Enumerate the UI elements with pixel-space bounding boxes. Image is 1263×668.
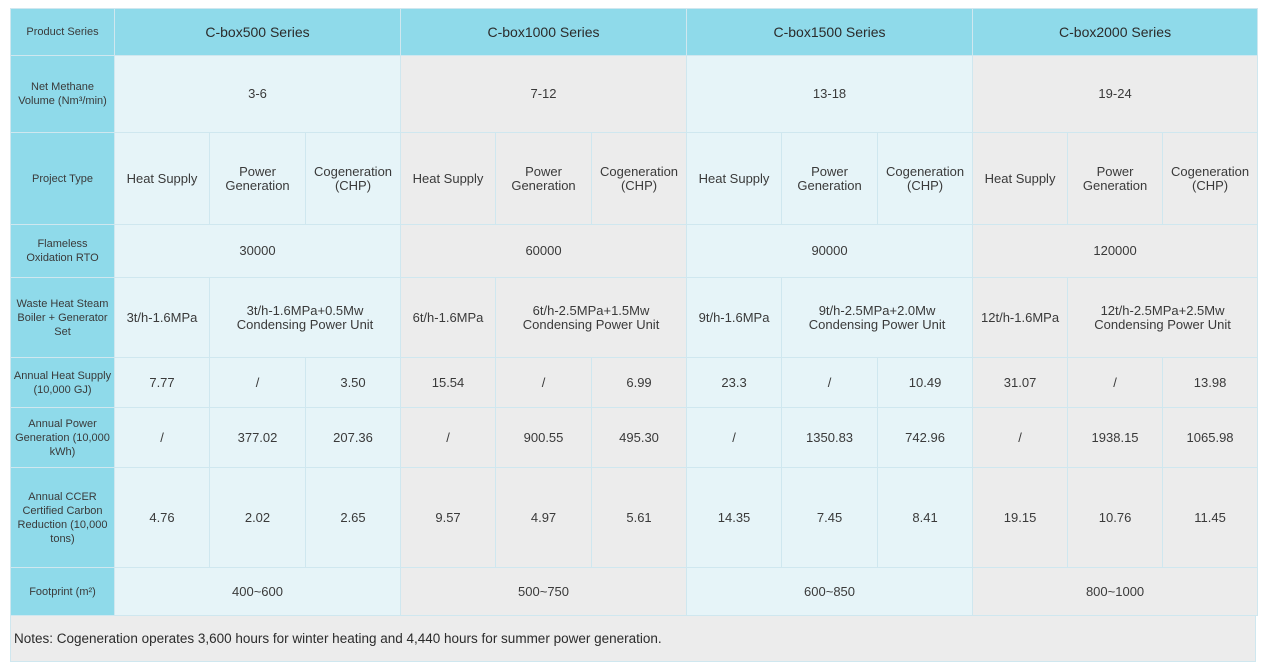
table-cell: / [210,358,306,408]
table-cell: 31.07 [973,358,1068,408]
table-cell: 6t/h-1.6MPa [401,278,496,358]
table-cell: 3t/h-1.6MPa [115,278,210,358]
table-cell: 13.98 [1163,358,1258,408]
table-cell: Heat Supply [973,133,1068,225]
table-cell: 500~750 [401,568,687,616]
row-label: Annual Heat Supply (10,000 GJ) [11,358,115,408]
table-cell: 11.45 [1163,468,1258,568]
table-cell: 8.41 [878,468,973,568]
header-series: C-box500 Series [115,9,401,56]
table-cell: Power Generation [1068,133,1163,225]
table-cell: 377.02 [210,408,306,468]
table-cell: 1938.15 [1068,408,1163,468]
table-cell: 6t/h-2.5MPa+1.5Mw Condensing Power Unit [496,278,687,358]
table-cell: 6.99 [592,358,687,408]
table-cell: 3.50 [306,358,401,408]
notes-text: Notes: Cogeneration operates 3,600 hours for winter heating and 4,440 hours for summer power generation. [10,616,1256,662]
table-row [11,568,1258,616]
table-cell: Cogeneration (CHP) [306,133,401,225]
table-cell: 3t/h-1.6MPa+0.5Mw Condensing Power Unit [210,278,401,358]
table-row [11,278,1258,358]
header-series: C-box2000 Series [973,9,1258,56]
table-cell: 9t/h-2.5MPa+2.0Mw Condensing Power Unit [782,278,973,358]
table-cell: 7.45 [782,468,878,568]
table-cell: 14.35 [687,468,782,568]
row-label: Footprint (m²) [11,568,115,616]
table-row [11,225,1258,278]
table-cell: 600~850 [687,568,973,616]
table-cell: 10.76 [1068,468,1163,568]
table-cell: 15.54 [401,358,496,408]
table-row [11,408,1258,468]
header-series: C-box1500 Series [687,9,973,56]
table-cell: 10.49 [878,358,973,408]
table-cell: 19-24 [973,56,1258,133]
table-cell: 90000 [687,225,973,278]
table-cell: 12t/h-2.5MPa+2.5Mw Condensing Power Unit [1068,278,1258,358]
table-row [11,56,1258,133]
table-cell: 7-12 [401,56,687,133]
table-cell: Cogeneration (CHP) [878,133,973,225]
table-cell: 3-6 [115,56,401,133]
table-cell: Power Generation [496,133,592,225]
table-cell: / [687,408,782,468]
header-product-series: Product Series [11,9,115,56]
table-cell: / [1068,358,1163,408]
table-cell: 495.30 [592,408,687,468]
row-label: Project Type [11,133,115,225]
row-label: Net Methane Volume (Nm³/min) [11,56,115,133]
table-cell: Heat Supply [401,133,496,225]
row-label: Annual CCER Certified Carbon Reduction (10,000 tons) [11,468,115,568]
table-cell: 800~1000 [973,568,1258,616]
table-cell: 12t/h-1.6MPa [973,278,1068,358]
table-cell: / [782,358,878,408]
table-cell: Cogeneration (CHP) [1163,133,1258,225]
table-cell: 19.15 [973,468,1068,568]
table-cell: Power Generation [782,133,878,225]
table-cell: 4.76 [115,468,210,568]
row-label: Waste Heat Steam Boiler + Generator Set [11,278,115,358]
header-series: C-box1000 Series [401,9,687,56]
table-cell: 1350.83 [782,408,878,468]
table-cell: 9.57 [401,468,496,568]
table-cell: 742.96 [878,408,973,468]
table-cell: 207.36 [306,408,401,468]
header-row [11,9,1258,56]
table-cell: 23.3 [687,358,782,408]
row-label: Flameless Oxidation RTO [11,225,115,278]
spec-table-container [10,8,1256,662]
table-cell: 9t/h-1.6MPa [687,278,782,358]
table-cell: Cogeneration (CHP) [592,133,687,225]
table-cell: 900.55 [496,408,592,468]
table-cell: 5.61 [592,468,687,568]
table-row [11,468,1258,568]
table-cell: Heat Supply [115,133,210,225]
table-cell: 120000 [973,225,1258,278]
table-cell: / [115,408,210,468]
row-label: Annual Power Generation (10,000 kWh) [11,408,115,468]
table-cell: / [401,408,496,468]
table-cell: 7.77 [115,358,210,408]
table-cell: 30000 [115,225,401,278]
table-cell: 400~600 [115,568,401,616]
table-cell: 13-18 [687,56,973,133]
table-cell: 2.65 [306,468,401,568]
table-cell: 1065.98 [1163,408,1258,468]
table-cell: 2.02 [210,468,306,568]
table-cell: Power Generation [210,133,306,225]
table-row [11,133,1258,225]
table-row [11,358,1258,408]
table-cell: 4.97 [496,468,592,568]
spec-table [10,8,1258,616]
table-cell: / [496,358,592,408]
table-cell: 60000 [401,225,687,278]
table-cell: / [973,408,1068,468]
table-cell: Heat Supply [687,133,782,225]
